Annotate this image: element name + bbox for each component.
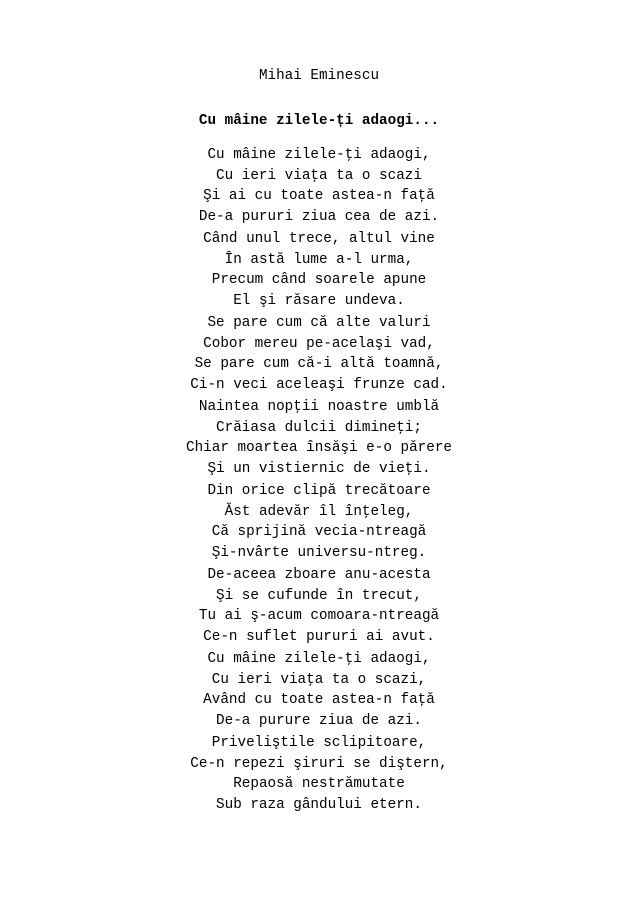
poem-line: Având cu toate astea-n faţă [203, 692, 435, 709]
stanza-6 [0, 565, 638, 647]
poem-line: Cu ieri viaţa ta o scazi, [211, 671, 427, 688]
poem-line: Cobor mereu pe-acelaşi vad, [203, 335, 435, 352]
poem-line: El şi răsare undeva. [233, 292, 405, 309]
poem-line: Cu ieri viaţa ta o scazi [216, 167, 422, 184]
poem-line: De-a purure ziua de azi. [216, 712, 422, 729]
poem-line: Că sprijină vecia-ntreagă [211, 524, 427, 541]
poem-line: Cu mâine zilele-ţi adaogi, [207, 651, 431, 667]
poem-title: Cu mâine zilele-ți adaogi... [198, 113, 440, 129]
poem-line: Din orice clipă trecătoare [207, 483, 431, 499]
poem-line: Şi se cufunde în trecut, [216, 587, 422, 604]
poem-line: Ăst adevăr îl înţeleg, [224, 503, 414, 520]
stanza-2 [0, 229, 638, 311]
poem-line: Crăiasa dulcii dimineţi; [216, 419, 422, 436]
poem-line: Se pare cum că alte valuri [207, 315, 431, 331]
poem-line: Tu ai ş-acum comoara-ntreagă [198, 608, 440, 625]
poem-line: Se pare cum că-i altă toamnă, [194, 356, 444, 373]
stanza-8 [0, 733, 638, 815]
stanza-4 [0, 397, 638, 479]
poem-line: Când unul trece, altul vine [203, 231, 435, 247]
poem-line: În astă lume a-l urma, [224, 251, 414, 268]
poem-line: Priveliştile sclipitoare, [211, 735, 427, 751]
stanza-3 [0, 313, 638, 395]
poem-line: Şi un vistiernic de vieţi. [207, 460, 431, 477]
poem-line: Cu mâine zilele-ţi adaogi, [207, 147, 431, 163]
poem-line: Naintea nopţii noastre umblă [198, 399, 440, 415]
stanza-1 [0, 145, 638, 227]
poem-line: Şi ai cu toate astea-n faţă [203, 188, 435, 205]
stanza-5 [0, 481, 638, 563]
poem-line: De-a pururi ziua cea de azi. [198, 208, 440, 225]
poem-line: Repaosă nestrămutate [233, 776, 405, 793]
poem-line: Chiar moartea însăşi e-o părere [186, 440, 452, 457]
poem-line: Ce-n suflet pururi ai avut. [203, 628, 435, 645]
stanza-7 [0, 649, 638, 731]
poem-line: Şi-nvârte universu-ntreg. [211, 544, 427, 561]
poem-line: De-aceea zboare anu-acesta [207, 567, 431, 583]
author-name: Mihai Eminescu [258, 68, 380, 84]
poem-line: Ce-n repezi şiruri se diştern, [190, 755, 448, 772]
poem-line: Precum când soarele apune [211, 272, 427, 289]
poem-line: Ci-n veci aceleaşi frunze cad. [190, 376, 448, 393]
poem-line: Sub raza gândului etern. [216, 796, 422, 813]
